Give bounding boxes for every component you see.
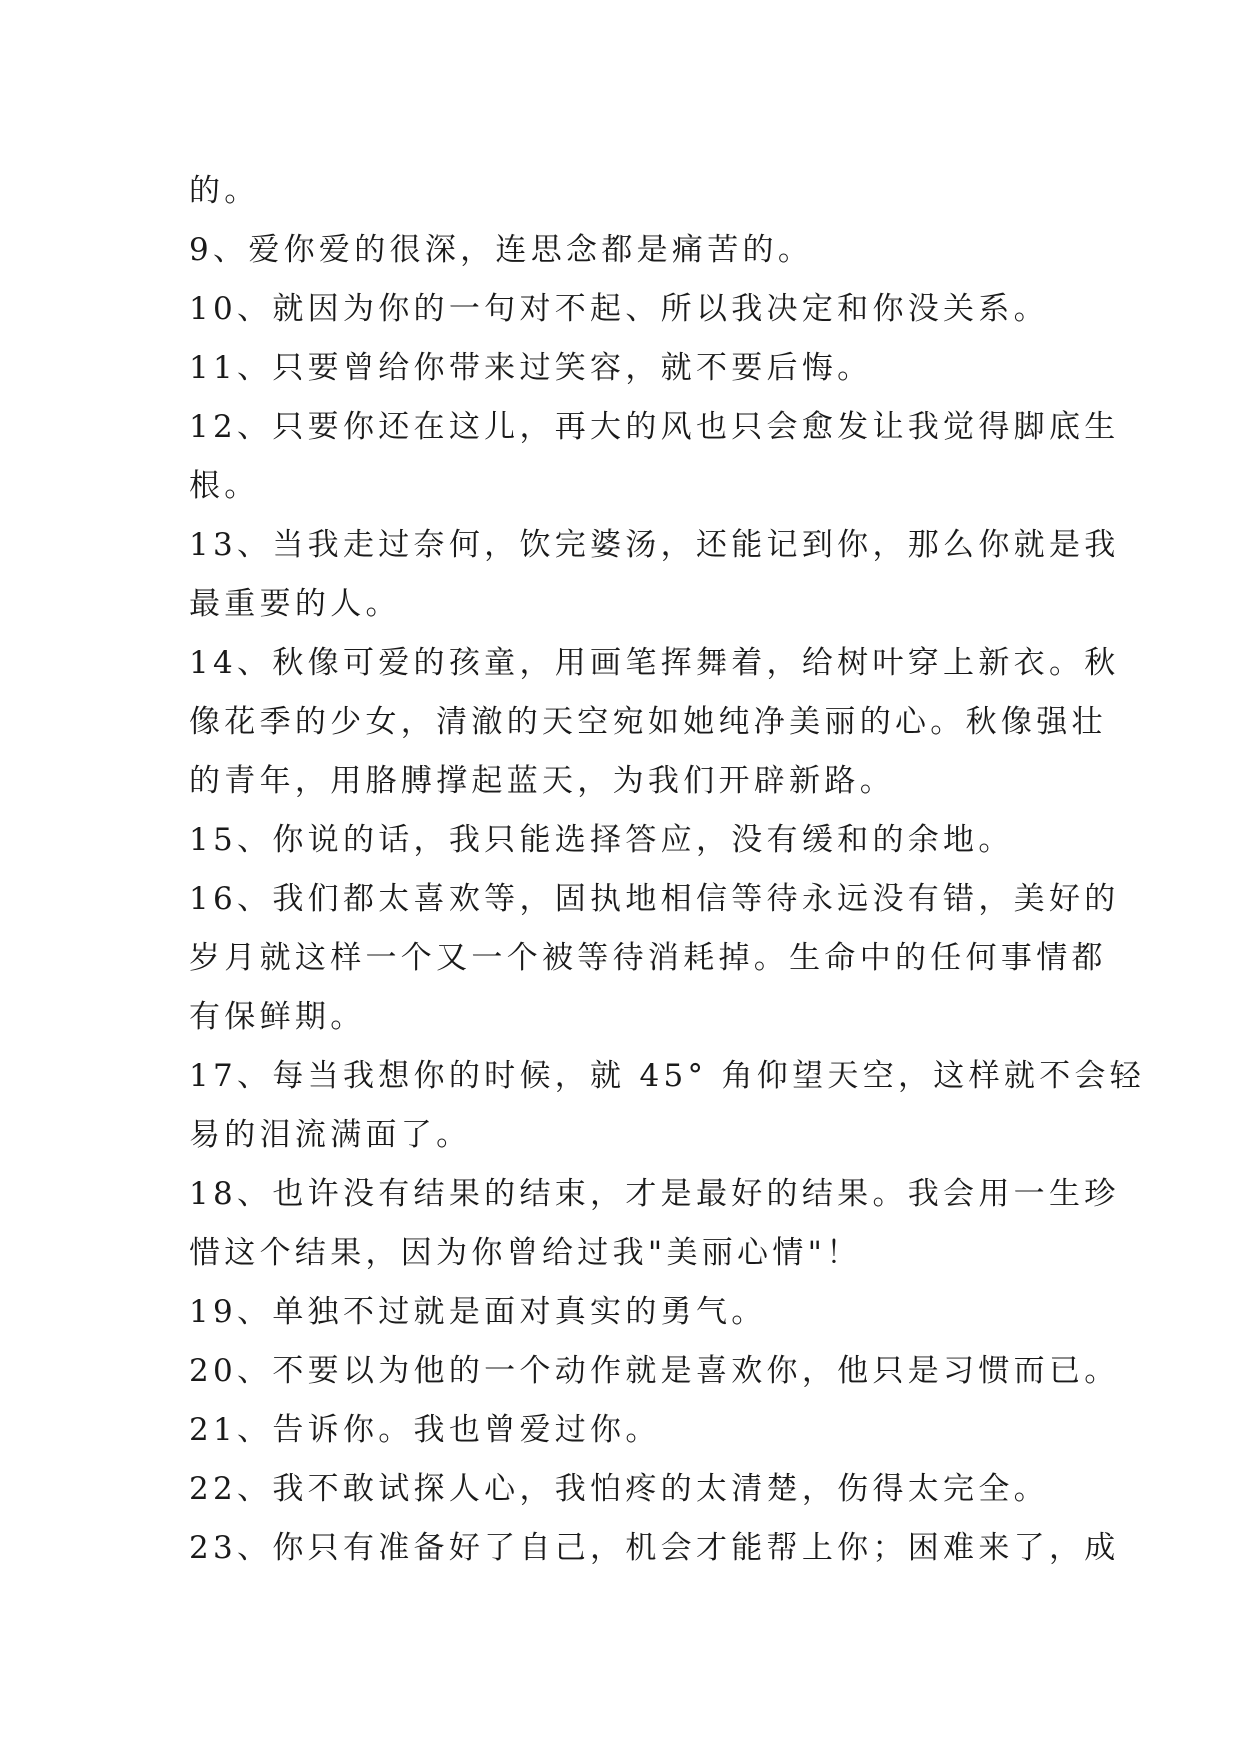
- text-line: 10、就因为你的一句对不起、所以我决定和你没关系。: [189, 291, 1049, 327]
- text-line: 的。: [189, 173, 260, 209]
- text-line: 12、只要你还在这儿，再大的风也只会愈发让我觉得脚底生: [189, 409, 1120, 445]
- text-line: 最重要的人。: [189, 586, 401, 622]
- text-line: 15、你说的话，我只能选择答应，没有缓和的余地。: [189, 822, 1014, 858]
- text-line: 16、我们都太喜欢等，固执地相信等待永远没有错，美好的: [189, 881, 1120, 917]
- text-line: 14、秋像可爱的孩童，用画笔挥舞着，给树叶穿上新衣。秋: [189, 645, 1120, 681]
- text-line: 23、你只有准备好了自己，机会才能帮上你；困难来了，成: [189, 1530, 1120, 1566]
- text-line: 21、告诉你。我也曾爱过你。: [189, 1412, 661, 1448]
- text-line: 像花季的少女，清澈的天空宛如她纯净美丽的心。秋像强壮: [189, 704, 1107, 740]
- text-line: 17、每当我想你的时候，就 45° 角仰望天空，这样就不会轻: [189, 1058, 1146, 1094]
- text-line: 惜这个结果，因为你曾给过我"美丽心情"！: [189, 1235, 862, 1271]
- text-line: 19、单独不过就是面对真实的勇气。: [189, 1294, 767, 1330]
- text-line: 20、不要以为他的一个动作就是喜欢你，他只是习惯而已。: [189, 1353, 1120, 1389]
- text-line: 22、我不敢试探人心，我怕疼的太清楚，伤得太完全。: [189, 1471, 1049, 1507]
- document-body: [189, 162, 1146, 1578]
- text-line: 18、也许没有结果的结束，才是最好的结果。我会用一生珍: [189, 1176, 1120, 1212]
- text-line: 易的泪流满面了。: [189, 1117, 472, 1153]
- text-line: 根。: [189, 468, 260, 504]
- text-line: 13、当我走过奈何，饮完婆汤，还能记到你，那么你就是我: [189, 527, 1120, 563]
- text-line: 11、只要曾给你带来过笑容，就不要后悔。: [189, 350, 873, 386]
- text-line: 的青年，用胳膊撑起蓝天，为我们开辟新路。: [189, 763, 895, 799]
- text-line: 有保鲜期。: [189, 999, 366, 1035]
- text-line: 9、爱你爱的很深，连思念都是痛苦的。: [189, 232, 814, 268]
- text-line: 岁月就这样一个又一个被等待消耗掉。生命中的任何事情都: [189, 940, 1107, 976]
